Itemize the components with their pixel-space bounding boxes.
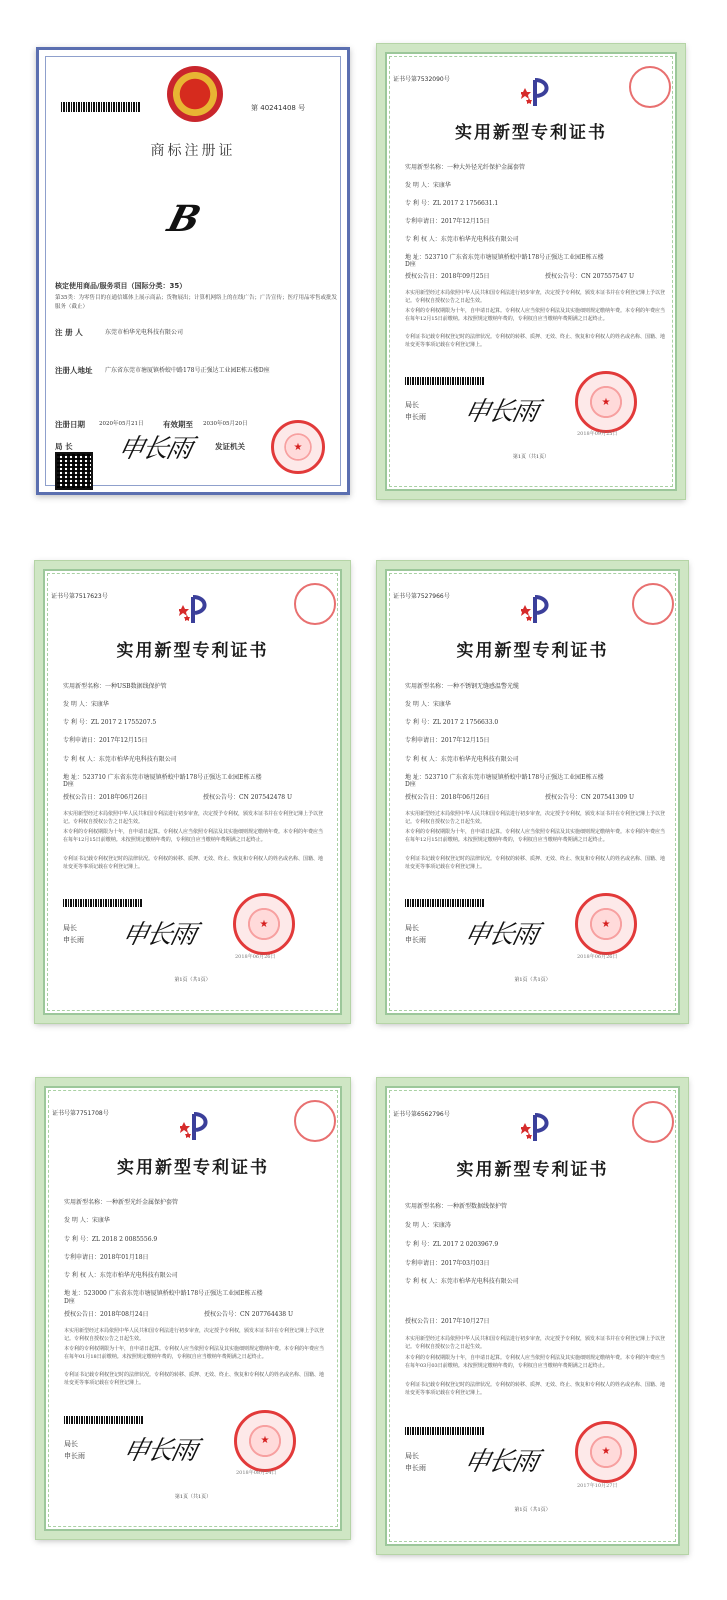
trademark-certificate xyxy=(36,47,350,495)
name-row: 实用新型名称：一种新型数据线保护管 xyxy=(405,1203,508,1211)
notice-para-1: 本实用新型经过本局依照中华人民共和国专利法进行初步审查，决定授予专利权，颁发本证书并在专利登记簿上予以登记。专利权自授权公告之日起生效。 xyxy=(405,1335,666,1350)
trademark-mark: B xyxy=(163,198,206,240)
patent-barcode xyxy=(405,1427,485,1435)
cert-number: 证书号第7751708号 xyxy=(52,1110,109,1118)
patent-no-row: 专 利 号：ZL 2017 2 1756633.0 xyxy=(405,719,499,727)
inventor-row: 发 明 人：宋康华 xyxy=(64,1217,110,1225)
inventor-row: 发 明 人：宋康华 xyxy=(405,700,451,708)
director-signature: 申长雨 xyxy=(461,397,540,428)
director-name: 申长雨 xyxy=(405,935,426,944)
filing-row: 专利申请日：2018年01月18日 xyxy=(64,1253,149,1261)
director-name: 申长雨 xyxy=(64,1452,85,1461)
notice-para-2: 本专利的专利权期限为十年，自申请日起算。专利权人应当依照专利法及其实施细则规定缴纳年费。本专利的年费应当在每年12月15日前缴纳。未按照规定缴纳年费的，专利权自应当缴纳年费期满之日起终止。 xyxy=(63,829,324,844)
director-name: 申长雨 xyxy=(63,935,84,944)
grant-row: 授权公告日：2018年06月26日 xyxy=(405,794,490,802)
patent-no-row: 专 利 号：ZL 2017 2 1756631.1 xyxy=(405,199,499,207)
grant-row: 授权公告日：2018年09月25日 xyxy=(405,273,490,281)
trademark-title: 商标注册证 xyxy=(150,143,236,159)
name-row: 实用新型名称：一种大外径光纤保护金属套管 xyxy=(405,163,526,171)
grant-row: 授权公告日：2018年06月26日 xyxy=(63,794,148,802)
page-number: 第1页（共1页） xyxy=(514,977,551,984)
seal-date: 2017年10月27日 xyxy=(577,1483,618,1490)
patent-barcode xyxy=(64,1416,144,1424)
director-signature: 申长雨 xyxy=(115,434,194,464)
valid-value: 2030年05月20日 xyxy=(203,421,248,427)
notice-para-3: 专利证书记载专利权登记时的法律状况。专利权的转移、质押、无效、终止、恢复和专利权人的姓名或名称、国籍、地址变更等事项记载在专利登记簿上。 xyxy=(405,855,666,870)
official-seal-icon: ★ xyxy=(234,1410,296,1472)
patent-barcode xyxy=(405,899,485,907)
corner-stamp-icon xyxy=(294,583,336,625)
cert-number: 证书号第7532090号 xyxy=(393,75,450,83)
national-emblem-icon xyxy=(167,66,223,122)
patent-office-logo-icon xyxy=(521,78,555,108)
reg-date-value: 2020年05月21日 xyxy=(99,421,144,427)
patent-office-logo-icon xyxy=(179,595,213,625)
corner-stamp-icon xyxy=(632,1101,674,1143)
director-label: 局长 xyxy=(405,923,419,932)
patent-office-logo-icon xyxy=(521,1113,555,1143)
address-label: 注册人地址 xyxy=(55,366,93,375)
director-signature: 申长雨 xyxy=(461,919,540,950)
patent-no-row: 专 利 号：ZL 2017 2 0203967.9 xyxy=(405,1240,499,1248)
seal-date: 2018年06月26日 xyxy=(235,954,276,961)
director-signature: 申长雨 xyxy=(461,1447,540,1478)
patent-certificate xyxy=(377,561,688,1023)
trademark-barcode xyxy=(61,102,141,112)
seal-date: 2018年08月24日 xyxy=(236,1470,277,1477)
official-seal-icon: ★ xyxy=(575,893,637,955)
holder-row: 专 利 权 人：东莞市柏华光电科技有限公司 xyxy=(64,1272,178,1280)
director-label: 局长 xyxy=(64,1439,78,1448)
inventor-row: 发 明 人：宋康华 xyxy=(405,181,451,189)
patent-title: 实用新型专利证书 xyxy=(117,1157,269,1178)
notice-para-1: 本实用新型经过本局依照中华人民共和国专利法进行初步审查，决定授予专利权，颁发本证书并在专利登记簿上予以登记。专利权自授权公告之日起生效。 xyxy=(405,290,666,305)
filing-row: 专利申请日：2017年12月15日 xyxy=(405,737,490,745)
director-name: 申长雨 xyxy=(405,1464,426,1473)
director-label: 局长 xyxy=(405,1451,419,1460)
inventor-row: 发 明 人：宋康华 xyxy=(63,700,109,708)
patent-no-row: 专 利 号：ZL 2018 2 0085556.9 xyxy=(64,1235,158,1243)
grant-no-row: 授权公告号：CN 207764438 U xyxy=(204,1310,294,1318)
grant-no-row: 授权公告号：CN 207542478 U xyxy=(203,794,293,802)
notice-para-3: 专利证书记载专利权登记时的法律状况。专利权的转移、质押、无效、终止、恢复和专利权人的姓名或名称、国籍、地址变更等事项记载在专利登记簿上。 xyxy=(64,1372,325,1387)
goods-header: 核定使用商品/服务项目（国际分类：35） xyxy=(55,282,187,290)
official-seal-icon: ★ xyxy=(575,371,637,433)
official-seal-icon: ★ xyxy=(271,420,325,474)
patent-office-logo-icon xyxy=(180,1112,214,1142)
page-number: 第1页（共1页） xyxy=(514,1507,551,1514)
patent-barcode xyxy=(63,899,143,907)
cert-number: 证书号第7527966号 xyxy=(393,593,450,601)
address-row: 地 址：523000 广东省东莞市塘厦镇桥蛟中路178号正强达工业园E栋五楼D座 xyxy=(64,1290,263,1305)
notice-para-2: 本专利的专利权期限为十年，自申请日起算。专利权人应当依照专利法及其实施细则规定缴纳年费。本专利的年费应当在每年01月18日前缴纳。未按照规定缴纳年费的，专利权自应当缴纳年费期满之日起终止。 xyxy=(64,1345,325,1360)
patent-title: 实用新型专利证书 xyxy=(456,640,609,661)
director-label: 局长 xyxy=(63,923,77,932)
patent-title: 实用新型专利证书 xyxy=(456,1160,609,1180)
notice-para-1: 本实用新型经过本局依照中华人民共和国专利法进行初步审查，决定授予专利权，颁发本证书并在专利登记簿上予以登记。专利权自授权公告之日起生效。 xyxy=(64,1327,325,1342)
registrant-label: 注 册 人 xyxy=(55,328,83,337)
director-signature: 申长雨 xyxy=(119,919,198,950)
notice-para-3: 专利证书记载专利权登记时的法律状况。专利权的转移、质押、无效、终止、恢复和专利权人的姓名或名称、国籍、地址变更等事项记载在专利登记簿上。 xyxy=(405,334,666,349)
goods-text: 第35类：为零售目的在通信媒体上展示商品；货物展出；计算机网络上的在线广告；广告宣传；医疗用品零售或批发服务（截止） xyxy=(55,295,338,310)
patent-barcode xyxy=(405,377,485,385)
name-row: 实用新型名称：一种新型光纤金属保护套管 xyxy=(64,1199,179,1207)
reg-date-label: 注册日期 xyxy=(55,420,85,429)
name-row: 实用新型名称：一种不锈钢无缝感温警光缆 xyxy=(405,682,520,690)
seal-date: 2018年09月25日 xyxy=(577,431,618,438)
patent-certificate xyxy=(35,561,350,1023)
patent-certificate xyxy=(377,1078,688,1554)
name-row: 实用新型名称：一种USB数据线保护管 xyxy=(63,682,167,690)
notice-para-2: 本专利的专利权期限为十年，自申请日起算。专利权人应当依照专利法及其实施细则规定缴纳年费。本专利的年费应当在每年03月03日前缴纳。未按照规定缴纳年费的，专利权自应当缴纳年费期满之日起终止。 xyxy=(405,1354,666,1369)
patent-certificate xyxy=(36,1078,350,1539)
patent-no-row: 专 利 号：ZL 2017 2 1755207.5 xyxy=(63,719,157,727)
inventor-row: 发 明 人：宋康涛 xyxy=(405,1221,451,1229)
notice-para-2: 本专利的专利权期限为十年，自申请日起算。专利权人应当依照专利法及其实施细则规定缴纳年费。本专利的年费应当在每年12月15日前缴纳。未按照规定缴纳年费的，专利权自应当缴纳年费期满之日起终止。 xyxy=(405,308,666,323)
registrant-value: 东莞市柏华光电科技有限公司 xyxy=(105,329,184,336)
filing-row: 专利申请日：2017年12月15日 xyxy=(405,217,490,225)
official-seal-icon: ★ xyxy=(575,1421,637,1483)
filing-row: 专利申请日：2017年03月03日 xyxy=(405,1259,490,1267)
holder-row: 专 利 权 人：东莞市柏华光电科技有限公司 xyxy=(405,755,519,763)
trademark-number: 第 40241408 号 xyxy=(251,104,306,112)
page-number: 第1页（共1页） xyxy=(174,977,211,984)
official-seal-icon: ★ xyxy=(233,893,295,955)
valid-label: 有效期至 xyxy=(163,420,193,429)
address-value: 广东省东莞市塘厦镇桥蛟中路178号正强达工业园E栋五楼D座 xyxy=(105,367,270,374)
grant-row: 授权公告日：2018年08月24日 xyxy=(64,1310,149,1318)
notice-para-3: 专利证书记载专利权登记时的法律状况。专利权的转移、质押、无效、终止、恢复和专利权人的姓名或名称、国籍、地址变更等事项记载在专利登记簿上。 xyxy=(63,855,324,870)
issuer-label: 发证机关 xyxy=(215,442,245,451)
grant-row: 授权公告日：2017年10月27日 xyxy=(405,1318,490,1326)
holder-row: 专 利 权 人：东莞市柏华光电科技有限公司 xyxy=(63,755,177,763)
notice-para-3: 专利证书记载专利权登记时的法律状况。专利权的转移、质押、无效、终止、恢复和专利权人的姓名或名称、国籍、地址变更等事项记载在专利登记簿上。 xyxy=(405,1381,666,1396)
corner-stamp-icon xyxy=(629,66,671,108)
corner-stamp-icon xyxy=(632,583,674,625)
notice-para-1: 本实用新型经过本局依照中华人民共和国专利法进行初步审查，决定授予专利权，颁发本证书并在专利登记簿上予以登记。专利权自授权公告之日起生效。 xyxy=(405,811,666,826)
corner-stamp-icon xyxy=(294,1100,336,1142)
holder-row: 专 利 权 人：东莞市柏华光电科技有限公司 xyxy=(405,1278,519,1286)
qr-code-icon xyxy=(55,452,93,490)
grant-no-row: 授权公告号：CN 207557547 U xyxy=(545,273,635,281)
patent-title: 实用新型专利证书 xyxy=(116,640,269,661)
page-number: 第1页（共1页） xyxy=(174,1493,212,1500)
holder-row: 专 利 权 人：东莞市柏华光电科技有限公司 xyxy=(405,235,519,243)
address-row: 地 址：523710 广东省东莞市塘厦镇桥蛟中路178号正强达工业园E栋五楼D座 xyxy=(405,773,604,789)
director-name: 申长雨 xyxy=(405,413,426,422)
patent-office-logo-icon xyxy=(521,595,555,625)
patent-title: 实用新型专利证书 xyxy=(455,122,607,143)
director-label: 局长 xyxy=(405,401,419,410)
seal-date: 2018年06月26日 xyxy=(577,954,618,961)
director-label: 局 长 xyxy=(55,442,73,451)
page-number: 第1页（共1页） xyxy=(512,454,550,461)
filing-row: 专利申请日：2017年12月15日 xyxy=(63,737,148,745)
notice-para-1: 本实用新型经过本局依照中华人民共和国专利法进行初步审查，决定授予专利权，颁发本证书并在专利登记簿上予以登记。专利权自授权公告之日起生效。 xyxy=(63,811,324,826)
cert-number: 证书号第7517623号 xyxy=(51,593,108,601)
cert-number: 证书号第6562796号 xyxy=(393,1111,450,1119)
patent-certificate xyxy=(377,44,685,499)
address-row: 地 址：523710 广东省东莞市塘厦镇桥蛟中路178号正强达工业园E栋五楼D座 xyxy=(63,773,262,789)
grant-no-row: 授权公告号：CN 207541309 U xyxy=(545,794,635,802)
address-row: 地 址：523710 广东省东莞市塘厦镇桥蛟中路178号正强达工业园E栋五楼D座 xyxy=(405,253,604,269)
notice-para-2: 本专利的专利权期限为十年，自申请日起算。专利权人应当依照专利法及其实施细则规定缴纳年费。本专利的年费应当在每年12月15日前缴纳。未按照规定缴纳年费的，专利权自应当缴纳年费期满之日起终止。 xyxy=(405,829,666,844)
director-signature: 申长雨 xyxy=(120,1435,199,1466)
